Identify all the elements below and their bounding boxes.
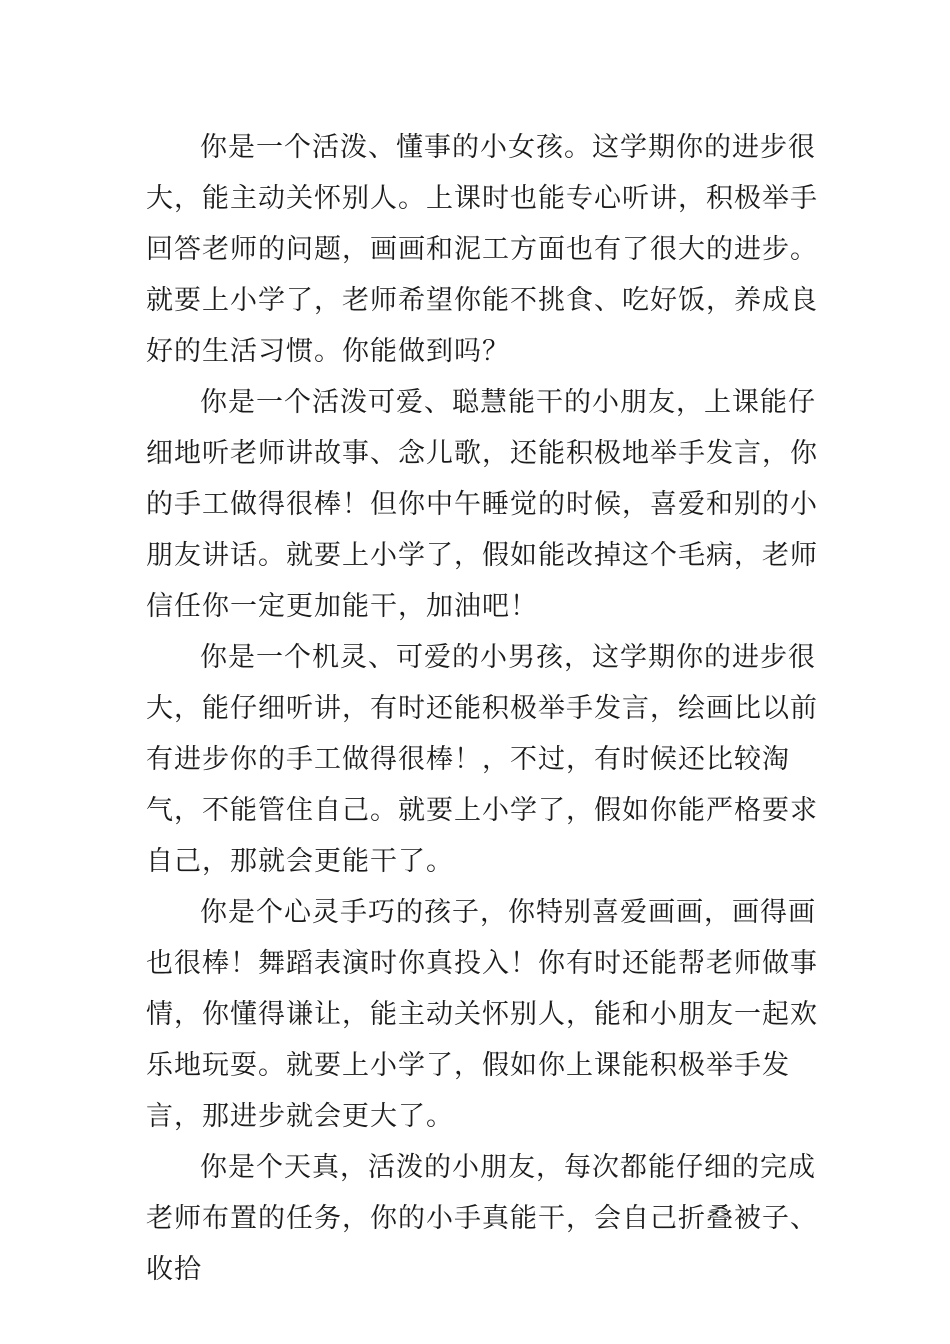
paragraph-1: 你是一个活泼、懂事的小女孩。这学期你的进步很大，能主动关怀别人。上课时也能专心听讲，积极举手回答老师的问题，画画和泥工方面也有了很大的进步。就要上小学了，老师希望你能不挑食、吃好饭，养成良好的生活习惯。你能做到吗？ bbox=[146, 132, 818, 367]
paragraph-5: 你是个天真，活泼的小朋友，每次都能仔细的完成老师布置的任务，你的小手真能干，会自己折叠被子、收拾 bbox=[146, 1152, 818, 1285]
document-body bbox=[146, 122, 830, 1295]
paragraph-4: 你是个心灵手巧的孩子，你特别喜爱画画，画得画也很棒！舞蹈表演时你真投入！你有时还能帮老师做事情，你懂得谦让，能主动关怀别人，能和小朋友一起欢乐地玩耍。就要上小学了，假如你上课能积极举手发言，那进步就会更大了。 bbox=[146, 897, 818, 1132]
paragraph-2: 你是一个活泼可爱、聪慧能干的小朋友，上课能仔细地听老师讲故事、念儿歌，还能积极地举手发言，你的手工做得很棒！但你中午睡觉的时候，喜爱和别的小朋友讲话。就要上小学了，假如能改掉这个毛病，老师信任你一定更加能干，加油吧！ bbox=[146, 387, 818, 622]
paragraph-3: 你是一个机灵、可爱的小男孩，这学期你的进步很大，能仔细听讲，有时还能积极举手发言，绘画比以前有进步你的手工做得很棒！，不过，有时候还比较淘气，不能管住自己。就要上小学了，假如你能严格要求自己，那就会更能干了。 bbox=[146, 642, 818, 877]
